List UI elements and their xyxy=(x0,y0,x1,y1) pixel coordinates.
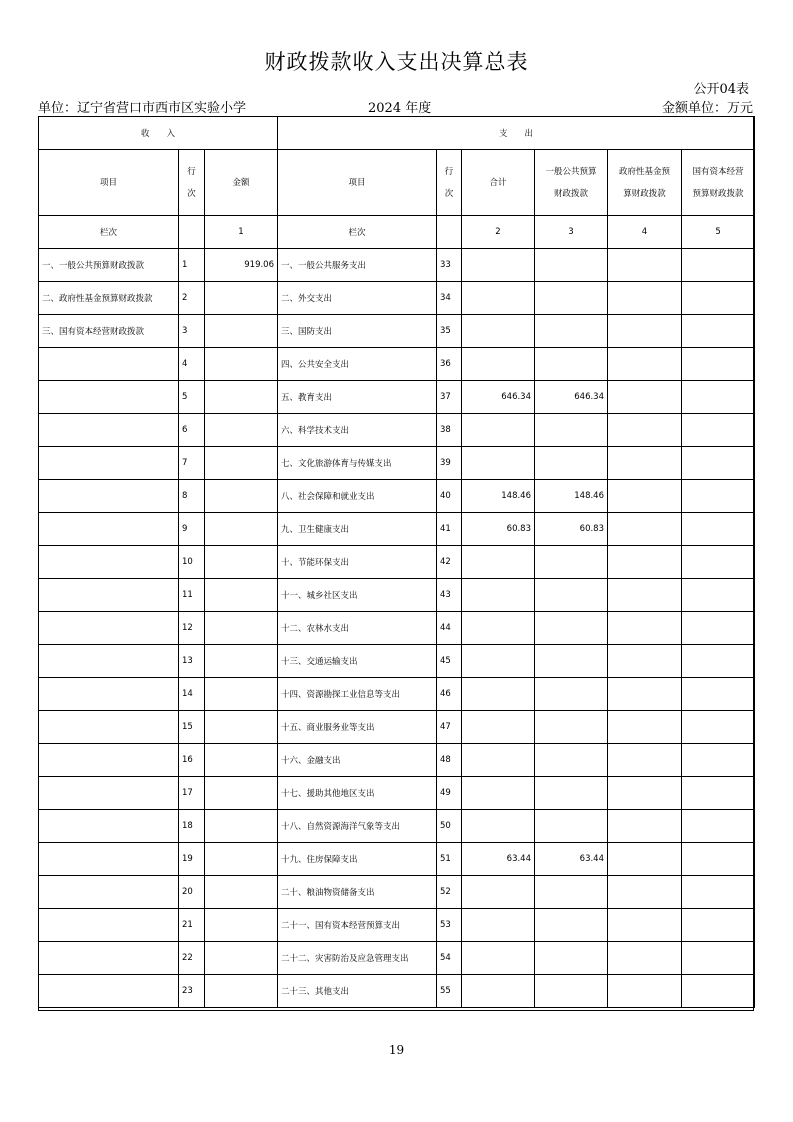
expense-item: 十二、农林水支出 xyxy=(278,612,437,645)
expense-state xyxy=(682,480,755,513)
expense-fund xyxy=(608,480,682,513)
expense-row-no: 46 xyxy=(437,678,462,711)
income-amount xyxy=(205,414,278,447)
col-fund-line2: 算财政拨款 xyxy=(623,188,666,199)
expense-total: 60.83 xyxy=(462,513,535,546)
income-amount xyxy=(205,777,278,810)
col-state-line1: 国有资本经营 xyxy=(692,166,744,177)
income-amount xyxy=(205,513,278,546)
income-item xyxy=(39,612,179,645)
expense-row-no: 44 xyxy=(437,612,462,645)
expense-general xyxy=(535,249,608,282)
index-label-expense: 栏次 xyxy=(278,216,437,249)
expense-fund xyxy=(608,975,682,1008)
income-row-no: 21 xyxy=(179,909,205,942)
income-item xyxy=(39,414,179,447)
income-amount xyxy=(205,876,278,909)
income-row-no: 9 xyxy=(179,513,205,546)
expense-fund xyxy=(608,843,682,876)
expense-total xyxy=(462,909,535,942)
col-row-no-expense-line2: 次 xyxy=(444,188,454,199)
income-amount xyxy=(205,348,278,381)
expense-total xyxy=(462,315,535,348)
expense-total xyxy=(462,645,535,678)
expense-state xyxy=(682,249,755,282)
expense-general xyxy=(535,909,608,942)
income-item: 三、国有资本经营财政拨款 xyxy=(39,315,179,348)
expense-general xyxy=(535,645,608,678)
expense-row-no: 40 xyxy=(437,480,462,513)
expense-total xyxy=(462,678,535,711)
col-general-line1: 一般公共预算 xyxy=(545,166,597,177)
col-state xyxy=(682,150,755,216)
table-row xyxy=(39,315,755,348)
expense-fund xyxy=(608,414,682,447)
table-row xyxy=(39,513,755,546)
index-blank-expense xyxy=(437,216,462,249)
expense-fund xyxy=(608,678,682,711)
table-row xyxy=(39,645,755,678)
income-row-no: 7 xyxy=(179,447,205,480)
income-amount xyxy=(205,381,278,414)
table-row xyxy=(39,612,755,645)
expense-state xyxy=(682,975,755,1008)
income-amount xyxy=(205,678,278,711)
income-row-no: 5 xyxy=(179,381,205,414)
expense-state xyxy=(682,843,755,876)
expense-item: 七、文化旅游体育与传媒支出 xyxy=(278,447,437,480)
col-total: 合计 xyxy=(462,150,535,216)
report-meta xyxy=(38,97,753,115)
income-item xyxy=(39,909,179,942)
expense-fund xyxy=(608,381,682,414)
income-amount xyxy=(205,480,278,513)
budget-table xyxy=(38,116,755,1008)
income-amount xyxy=(205,711,278,744)
income-row-no: 13 xyxy=(179,645,205,678)
table-row xyxy=(39,579,755,612)
expense-item: 一、一般公共服务支出 xyxy=(278,249,437,282)
expense-item: 十六、金融支出 xyxy=(278,744,437,777)
expense-fund xyxy=(608,909,682,942)
expense-state xyxy=(682,645,755,678)
expense-row-no: 48 xyxy=(437,744,462,777)
expense-state xyxy=(682,513,755,546)
table-row xyxy=(39,447,755,480)
col-fund-line1: 政府性基金预 xyxy=(618,166,670,177)
income-item xyxy=(39,381,179,414)
income-item xyxy=(39,645,179,678)
expense-item: 六、科学技术支出 xyxy=(278,414,437,447)
expense-total xyxy=(462,348,535,381)
income-amount xyxy=(205,282,278,315)
expense-fund xyxy=(608,744,682,777)
expense-fund xyxy=(608,546,682,579)
index-state: 5 xyxy=(682,216,755,249)
expense-state xyxy=(682,942,755,975)
expense-general: 148.46 xyxy=(535,480,608,513)
expense-total xyxy=(462,942,535,975)
income-row-no: 6 xyxy=(179,414,205,447)
col-item: 项目 xyxy=(39,150,179,216)
expense-row-no: 51 xyxy=(437,843,462,876)
income-amount xyxy=(205,942,278,975)
expense-item: 二十二、灾害防治及应急管理支出 xyxy=(278,942,437,975)
income-amount: 919.06 xyxy=(205,249,278,282)
form-number: 公开04表 xyxy=(693,82,749,97)
expense-item: 十五、商业服务业等支出 xyxy=(278,711,437,744)
expense-state xyxy=(682,348,755,381)
income-item xyxy=(39,579,179,612)
expense-general xyxy=(535,942,608,975)
col-row-no-line1: 行 xyxy=(187,166,196,177)
expense-fund xyxy=(608,777,682,810)
expense-state xyxy=(682,546,755,579)
expense-general xyxy=(535,348,608,381)
income-amount xyxy=(205,843,278,876)
expense-row-no: 47 xyxy=(437,711,462,744)
expense-item: 二十、粮油物资储备支出 xyxy=(278,876,437,909)
income-row-no: 3 xyxy=(179,315,205,348)
expense-item: 八、社会保障和就业支出 xyxy=(278,480,437,513)
page-number: 19 xyxy=(388,1043,405,1057)
expense-fund xyxy=(608,249,682,282)
column-header-row xyxy=(39,150,755,216)
income-amount xyxy=(205,810,278,843)
expense-total xyxy=(462,876,535,909)
page-title: 财政拨款收入支出决算总表 xyxy=(264,50,529,74)
income-row-no: 10 xyxy=(179,546,205,579)
income-row-no: 20 xyxy=(179,876,205,909)
expense-general xyxy=(535,546,608,579)
expense-fund xyxy=(608,942,682,975)
expense-state xyxy=(682,381,755,414)
expense-total xyxy=(462,777,535,810)
col-general xyxy=(535,150,608,216)
expense-state xyxy=(682,876,755,909)
expense-row-no: 39 xyxy=(437,447,462,480)
expense-total xyxy=(462,579,535,612)
expense-total xyxy=(462,612,535,645)
expense-item: 四、公共安全支出 xyxy=(278,348,437,381)
expense-item: 十、节能环保支出 xyxy=(278,546,437,579)
expense-fund xyxy=(608,645,682,678)
expense-general: 646.34 xyxy=(535,381,608,414)
expense-row-no: 37 xyxy=(437,381,462,414)
col-fund xyxy=(608,150,682,216)
expense-total xyxy=(462,975,535,1008)
income-amount xyxy=(205,645,278,678)
expense-total xyxy=(462,810,535,843)
expense-fund xyxy=(608,612,682,645)
expense-general: 63.44 xyxy=(535,843,608,876)
expense-state xyxy=(682,711,755,744)
income-row-no: 17 xyxy=(179,777,205,810)
expense-total xyxy=(462,447,535,480)
expense-general: 60.83 xyxy=(535,513,608,546)
column-index-row xyxy=(39,216,755,249)
index-general: 3 xyxy=(535,216,608,249)
col-general-line2: 财政拨款 xyxy=(553,188,588,199)
income-item xyxy=(39,348,179,381)
expense-fund xyxy=(608,315,682,348)
expense-row-no: 34 xyxy=(437,282,462,315)
section-header-row xyxy=(39,117,755,150)
expense-row-no: 49 xyxy=(437,777,462,810)
expense-row-no: 38 xyxy=(437,414,462,447)
expense-row-no: 33 xyxy=(437,249,462,282)
expense-item: 十一、城乡社区支出 xyxy=(278,579,437,612)
income-row-no: 4 xyxy=(179,348,205,381)
expense-item: 十九、住房保障支出 xyxy=(278,843,437,876)
income-item xyxy=(39,744,179,777)
expense-item: 九、卫生健康支出 xyxy=(278,513,437,546)
col-row-no xyxy=(179,150,205,216)
income-row-no: 23 xyxy=(179,975,205,1008)
unit-label: 单位：辽宁省营口市西市区实验小学 xyxy=(38,101,247,116)
income-row-no: 8 xyxy=(179,480,205,513)
expense-fund xyxy=(608,447,682,480)
expense-general xyxy=(535,414,608,447)
income-amount xyxy=(205,546,278,579)
income-amount xyxy=(205,612,278,645)
income-amount xyxy=(205,579,278,612)
expense-fund xyxy=(608,579,682,612)
income-item xyxy=(39,975,179,1008)
table-row xyxy=(39,414,755,447)
income-header: 收 入 xyxy=(39,117,278,150)
expense-total xyxy=(462,744,535,777)
col-item-expense: 项目 xyxy=(278,150,437,216)
expense-state xyxy=(682,810,755,843)
income-row-no: 12 xyxy=(179,612,205,645)
col-row-no-line2: 次 xyxy=(187,188,196,199)
table-row xyxy=(39,810,755,843)
index-total: 2 xyxy=(462,216,535,249)
expense-item: 十三、交通运输支出 xyxy=(278,645,437,678)
expense-state xyxy=(682,744,755,777)
col-row-no-expense xyxy=(437,150,462,216)
col-state-line2: 预算财政拨款 xyxy=(692,188,744,199)
expense-header: 支 出 xyxy=(278,117,755,150)
income-item xyxy=(39,942,179,975)
table-row xyxy=(39,480,755,513)
income-amount xyxy=(205,744,278,777)
income-item xyxy=(39,678,179,711)
expense-general xyxy=(535,711,608,744)
expense-item: 二十一、国有资本经营预算支出 xyxy=(278,909,437,942)
expense-row-no: 53 xyxy=(437,909,462,942)
expense-row-no: 42 xyxy=(437,546,462,579)
expense-row-no: 36 xyxy=(437,348,462,381)
expense-row-no: 55 xyxy=(437,975,462,1008)
expense-total xyxy=(462,249,535,282)
income-row-no: 11 xyxy=(179,579,205,612)
expense-state xyxy=(682,909,755,942)
income-amount xyxy=(205,909,278,942)
expense-row-no: 52 xyxy=(437,876,462,909)
expense-general xyxy=(535,282,608,315)
income-item xyxy=(39,447,179,480)
expense-total: 646.34 xyxy=(462,381,535,414)
income-row-no: 16 xyxy=(179,744,205,777)
expense-state xyxy=(682,579,755,612)
expense-general xyxy=(535,315,608,348)
expense-total: 63.44 xyxy=(462,843,535,876)
income-amount xyxy=(205,975,278,1008)
expense-item: 二、外交支出 xyxy=(278,282,437,315)
expense-general xyxy=(535,777,608,810)
table-row xyxy=(39,678,755,711)
table-row xyxy=(39,777,755,810)
expense-row-no: 35 xyxy=(437,315,462,348)
table-row xyxy=(39,711,755,744)
expense-total xyxy=(462,711,535,744)
expense-general xyxy=(535,810,608,843)
income-item xyxy=(39,546,179,579)
expense-item: 十七、援助其他地区支出 xyxy=(278,777,437,810)
income-item: 二、政府性基金预算财政拨款 xyxy=(39,282,179,315)
expense-fund xyxy=(608,282,682,315)
income-item xyxy=(39,711,179,744)
income-row-no: 15 xyxy=(179,711,205,744)
table-row xyxy=(39,348,755,381)
expense-total xyxy=(462,414,535,447)
income-item xyxy=(39,810,179,843)
expense-fund xyxy=(608,513,682,546)
expense-state xyxy=(682,315,755,348)
table-row xyxy=(39,876,755,909)
income-row-no: 2 xyxy=(179,282,205,315)
expense-row-no: 41 xyxy=(437,513,462,546)
expense-general xyxy=(535,975,608,1008)
income-amount xyxy=(205,315,278,348)
expense-general xyxy=(535,447,608,480)
col-amount: 金额 xyxy=(205,150,278,216)
table-row xyxy=(39,546,755,579)
income-item xyxy=(39,843,179,876)
income-item xyxy=(39,480,179,513)
money-unit-label: 金额单位：万元 xyxy=(661,101,753,116)
income-row-no: 19 xyxy=(179,843,205,876)
expense-total xyxy=(462,546,535,579)
table-row xyxy=(39,381,755,414)
expense-general xyxy=(535,678,608,711)
table-row xyxy=(39,744,755,777)
expense-total: 148.46 xyxy=(462,480,535,513)
income-amount xyxy=(205,447,278,480)
expense-general xyxy=(535,744,608,777)
expense-state xyxy=(682,414,755,447)
expense-general xyxy=(535,876,608,909)
income-row-no: 1 xyxy=(179,249,205,282)
expense-total xyxy=(462,282,535,315)
table-row xyxy=(39,282,755,315)
expense-item: 十八、自然资源海洋气象等支出 xyxy=(278,810,437,843)
expense-state xyxy=(682,777,755,810)
expense-item: 五、教育支出 xyxy=(278,381,437,414)
expense-row-no: 50 xyxy=(437,810,462,843)
income-row-no: 22 xyxy=(179,942,205,975)
income-item: 一、一般公共预算财政拨款 xyxy=(39,249,179,282)
expense-state xyxy=(682,282,755,315)
expense-row-no: 45 xyxy=(437,645,462,678)
income-item xyxy=(39,876,179,909)
table-row xyxy=(39,843,755,876)
year-label: 2024 年度 xyxy=(368,101,432,116)
income-item xyxy=(39,513,179,546)
table-row xyxy=(39,975,755,1008)
expense-state xyxy=(682,678,755,711)
expense-item: 三、国防支出 xyxy=(278,315,437,348)
expense-item: 二十三、其他支出 xyxy=(278,975,437,1008)
expense-row-no: 54 xyxy=(437,942,462,975)
index-amount: 1 xyxy=(205,216,278,249)
col-row-no-expense-line1: 行 xyxy=(444,166,454,177)
expense-state xyxy=(682,447,755,480)
expense-general xyxy=(535,579,608,612)
index-fund: 4 xyxy=(608,216,682,249)
expense-general xyxy=(535,612,608,645)
income-item xyxy=(39,777,179,810)
index-label: 栏次 xyxy=(39,216,179,249)
income-row-no: 18 xyxy=(179,810,205,843)
expense-fund xyxy=(608,876,682,909)
table-row xyxy=(39,909,755,942)
expense-fund xyxy=(608,711,682,744)
income-row-no: 14 xyxy=(179,678,205,711)
table-row xyxy=(39,942,755,975)
expense-fund xyxy=(608,810,682,843)
expense-state xyxy=(682,612,755,645)
table-row xyxy=(39,249,755,282)
expense-item: 十四、资源勘探工业信息等支出 xyxy=(278,678,437,711)
expense-row-no: 43 xyxy=(437,579,462,612)
expense-fund xyxy=(608,348,682,381)
index-blank xyxy=(179,216,205,249)
